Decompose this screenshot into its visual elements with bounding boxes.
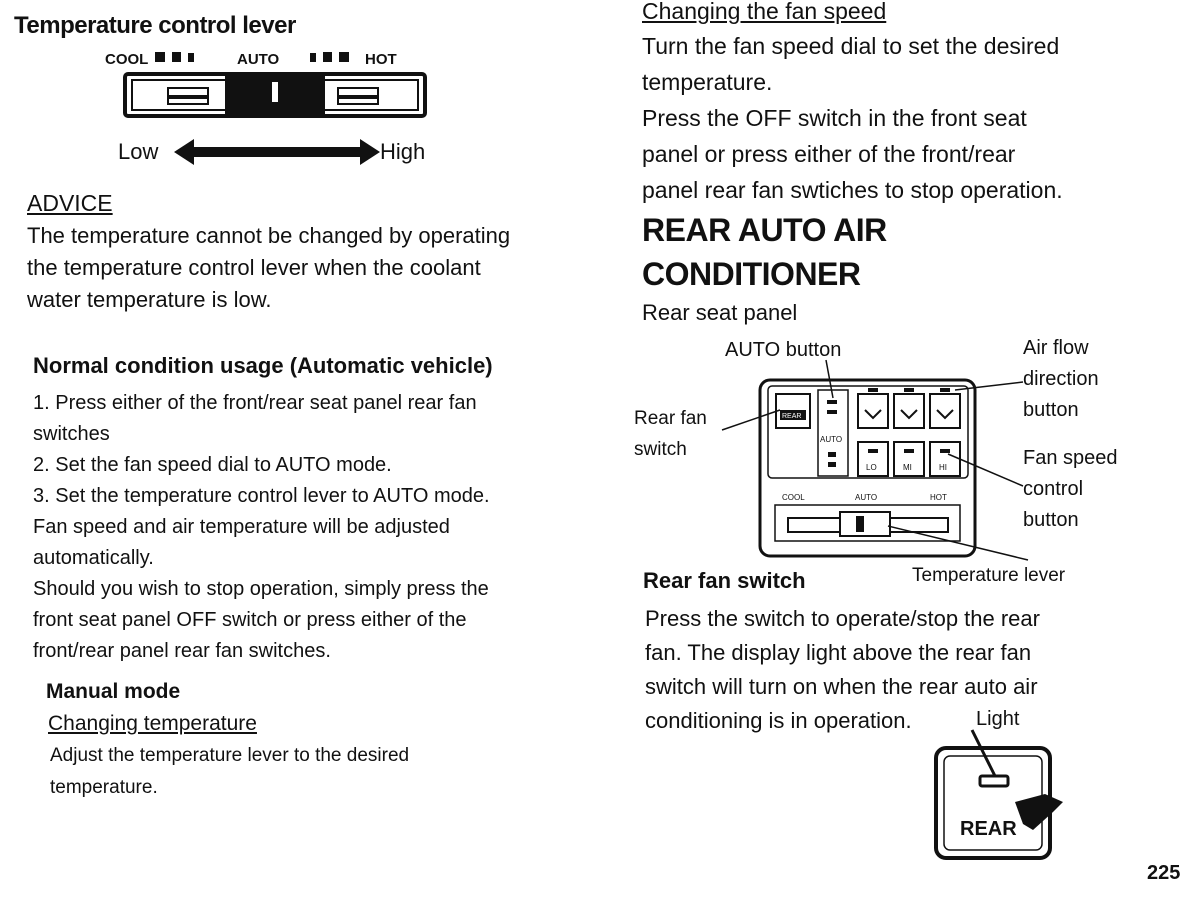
changing-temp-text bbox=[50, 740, 409, 804]
lever-low-label: Low bbox=[118, 139, 159, 164]
fan-speed-label-3: button bbox=[1023, 509, 1079, 531]
fan-speed-label-2: control bbox=[1023, 478, 1084, 500]
rear-switch-figure bbox=[920, 700, 1090, 865]
switch-rear-text: REAR bbox=[960, 818, 1017, 840]
finger-pointer-icon bbox=[1015, 794, 1063, 830]
lever-hot-label: HOT bbox=[365, 51, 397, 68]
panel-rear-text: REAR bbox=[782, 413, 802, 420]
panel-hot-text: HOT bbox=[930, 493, 947, 502]
changing-temp-line: Adjust the temperature lever to the desired bbox=[50, 745, 410, 766]
lever-high-label: High bbox=[380, 139, 426, 164]
rear-fan-line: fan. The display light above the rear fan bbox=[645, 640, 1032, 665]
rear-panel-figure bbox=[630, 330, 1160, 592]
lever-auto-label: AUTO bbox=[237, 51, 280, 68]
normal-line: Fan speed and air temperature will be adjusted bbox=[33, 516, 450, 538]
fan-speed-text bbox=[642, 28, 1063, 208]
normal-line: Should you wish to stop operation, simply press the bbox=[33, 578, 489, 600]
normal-line: 1. Press either of the front/rear seat panel rear fan bbox=[33, 392, 477, 414]
normal-line: front seat panel OFF switch or press either of the bbox=[33, 609, 467, 631]
normal-usage-heading: Normal condition usage (Automatic vehicle) bbox=[33, 353, 493, 378]
rear-fan-line: Press the switch to operate/stop the rear bbox=[645, 606, 1040, 631]
rear-fan-label-1: Rear fan bbox=[634, 408, 707, 429]
advice-text bbox=[27, 220, 510, 316]
auto-button-label: AUTO button bbox=[725, 339, 842, 361]
advice-heading: ADVICE bbox=[27, 190, 113, 216]
temp-lever-label: Temperature lever bbox=[912, 565, 1066, 586]
fan-speed-heading: Changing the fan speed bbox=[642, 0, 887, 24]
fan-speed-line: Press the OFF switch in the front seat bbox=[642, 105, 1027, 131]
fan-speed-line: Turn the fan speed dial to set the desired bbox=[642, 33, 1060, 59]
fan-speed-label-1: Fan speed bbox=[1023, 447, 1118, 469]
panel-hi-text: HI bbox=[939, 463, 947, 472]
rear-fan-line: conditioning is in operation. bbox=[645, 708, 912, 733]
changing-temp-heading: Changing temperature bbox=[48, 712, 257, 735]
air-flow-label-3: button bbox=[1023, 399, 1079, 421]
changing-temp-line: temperature. bbox=[50, 777, 158, 798]
double-arrow-icon bbox=[174, 139, 380, 165]
temp-lever-heading: Temperature control lever bbox=[14, 12, 296, 39]
lever-cool-label: COOL bbox=[105, 51, 149, 68]
rear-fan-switch-heading: Rear fan switch bbox=[643, 568, 806, 593]
panel-mi-text: MI bbox=[903, 463, 912, 472]
normal-line: automatically. bbox=[33, 547, 154, 569]
panel-cool-text: COOL bbox=[782, 493, 805, 502]
section-title-line-2: CONDITIONER bbox=[642, 256, 861, 292]
air-flow-label-1: Air flow bbox=[1023, 337, 1089, 359]
air-flow-label-2: direction bbox=[1023, 368, 1099, 390]
temp-lever-figure bbox=[100, 40, 450, 180]
fan-speed-line: panel rear fan swtiches to stop operation. bbox=[642, 177, 1063, 203]
rear-fan-label-2: switch bbox=[634, 439, 687, 460]
panel-auto-scale-text: AUTO bbox=[855, 493, 878, 502]
normal-line: 3. Set the temperature control lever to AUTO mode. bbox=[33, 485, 490, 507]
manual-mode-heading: Manual mode bbox=[46, 680, 181, 703]
light-label: Light bbox=[976, 708, 1020, 730]
section-title-line-1: REAR AUTO AIR bbox=[642, 212, 887, 248]
section-title bbox=[642, 208, 887, 296]
advice-line: water temperature is low. bbox=[27, 287, 272, 312]
panel-lo-text: LO bbox=[866, 463, 877, 472]
rear-fan-line: switch will turn on when the rear auto air bbox=[645, 674, 1038, 699]
page-number: 225 bbox=[1147, 862, 1181, 884]
normal-line: switches bbox=[33, 423, 110, 445]
normal-line: front/rear panel rear fan switches. bbox=[33, 640, 331, 662]
advice-line: the temperature control lever when the coolant bbox=[27, 255, 481, 280]
fan-speed-line: temperature. bbox=[642, 69, 773, 95]
normal-line: 2. Set the fan speed dial to AUTO mode. bbox=[33, 454, 392, 476]
panel-auto-text: AUTO bbox=[820, 435, 843, 444]
rear-seat-panel-label: Rear seat panel bbox=[642, 300, 798, 325]
advice-line: The temperature cannot be changed by operating bbox=[27, 223, 511, 248]
normal-usage-steps bbox=[33, 388, 490, 667]
fan-speed-line: panel or press either of the front/rear bbox=[642, 141, 1016, 167]
